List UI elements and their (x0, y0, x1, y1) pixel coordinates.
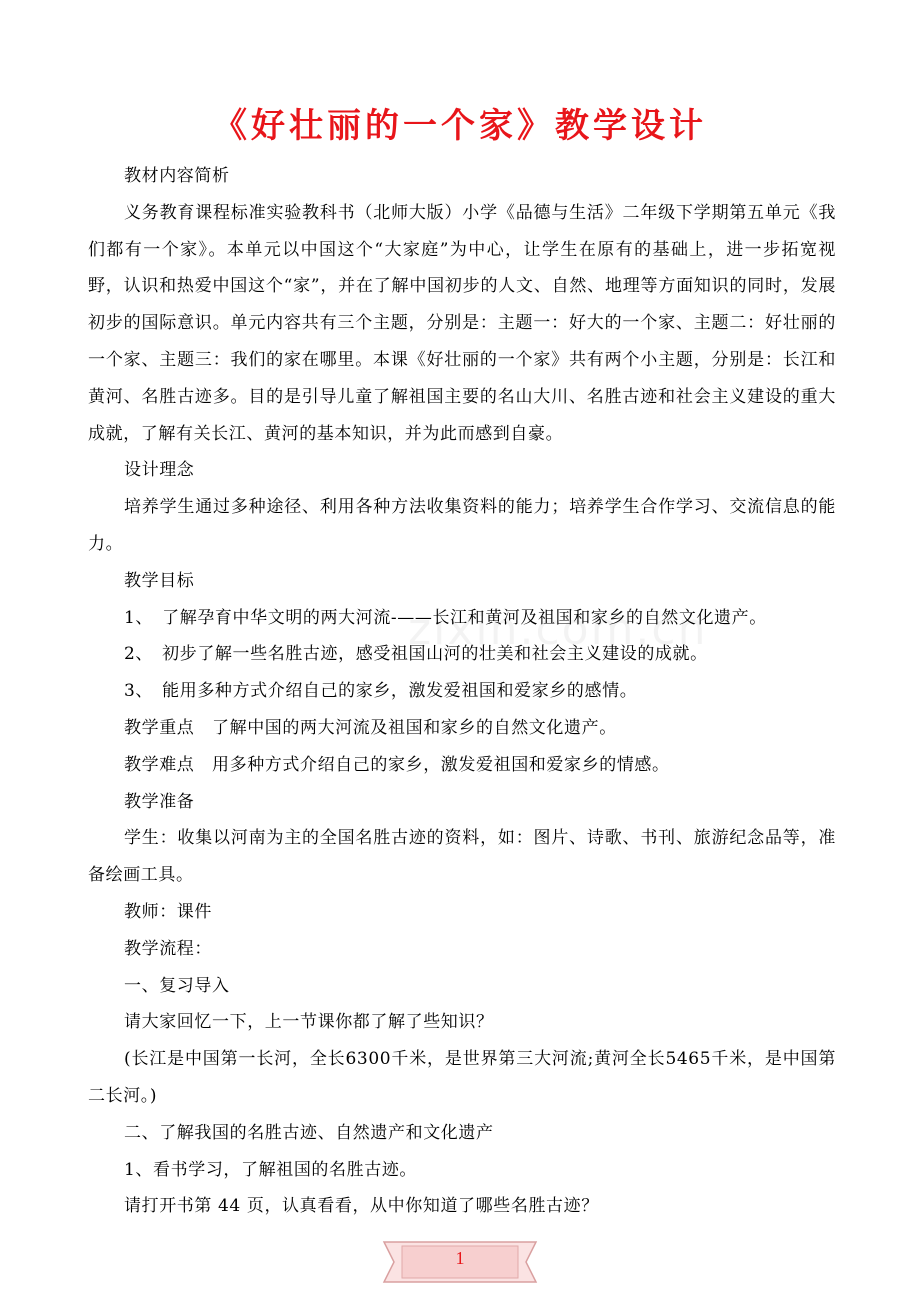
paragraph-open-book: 请打开书第 44 页，认真看看，从中你知道了哪些名胜古迹？ (124, 1196, 599, 1217)
goal-item-1: 1、 了解孕育中华文明的两大河流-——长江和黄河及祖国和家乡的自然文化遗产。 (124, 607, 767, 628)
heading-teaching-goals: 教学目标 (124, 570, 195, 591)
step-read-book: 1、看书学习，了解祖国的名胜古迹。 (124, 1159, 418, 1180)
page-number: 1 (455, 1248, 465, 1268)
teaching-difficulty: 教学难点 用多种方式介绍自己的家乡，激发爱祖国和爱家乡的情感。 (124, 754, 670, 775)
goal-item-2: 2、 初步了解一些名胜古迹，感受祖国山河的壮美和社会主义建设的成就。 (124, 644, 708, 665)
heading-preparation: 教学准备 (124, 791, 195, 812)
goal-item-3: 3、 能用多种方式介绍自己的家乡，激发爱祖国和爱家乡的感情。 (124, 681, 638, 702)
preparation-students: 学生：收集以河南为主的全国名胜古迹的资料，如：图片、诗歌、书刊、旅游纪念品等，准备绘画工具。 (88, 828, 836, 886)
paragraph-recall-question: 请大家回忆一下，上一节课你都了解了些知识？ (124, 1012, 494, 1033)
paragraph-textbook-analysis: 义务教育课程标准实验教科书（北师大版）小学《品德与生活》二年级下学期第五单元《我们都有一个家》。本单元以中国这个“大家庭”为中心，让学生在原有的基础上，进一步拓宽视野，认识和热爱中国这个“家”，并在了解中国初步的人文、自然、地理等方面知识的同时，发展初步的国际意识。单元内容共有三个主题，分别是：主题一：好大的一个家、主题二：好壮丽的一个家、主题三：我们的家在哪里。本课《好壮丽的一个家》共有两个小主题，分别是：长江和黄河、名胜古迹多。目的是引导儿童了解祖国主要的名山大川、名胜古迹和社会主义建设的重大成就，了解有关长江、黄河的基本知识，并为此而感到自豪。 (88, 202, 836, 444)
document-body (88, 158, 836, 1225)
document-title: 《好壮丽的一个家》教学设计 (213, 106, 707, 146)
heading-teaching-process: 教学流程： (124, 938, 212, 959)
section-heritage: 二、了解我国的名胜古迹、自然遗产和文化遗产 (124, 1122, 494, 1143)
heading-design-concept: 设计理念 (124, 460, 195, 481)
teaching-focus: 教学重点 了解中国的两大河流及祖国和家乡的自然文化遗产。 (124, 717, 617, 738)
paragraph-rivers-facts: (长江是中国第一长河，全长6300千米，是世界第三大河流;黄河全长5465千米，是中国第二长河。) (88, 1049, 836, 1106)
section-review-intro: 一、复习导入 (124, 975, 230, 996)
heading-textbook-analysis: 教材内容简析 (124, 166, 230, 186)
preparation-teacher: 教师：课件 (124, 901, 212, 922)
paragraph-design-concept: 培养学生通过多种途径、利用各种方法收集资料的能力；培养学生合作学习、交流信息的能力。 (88, 497, 836, 554)
